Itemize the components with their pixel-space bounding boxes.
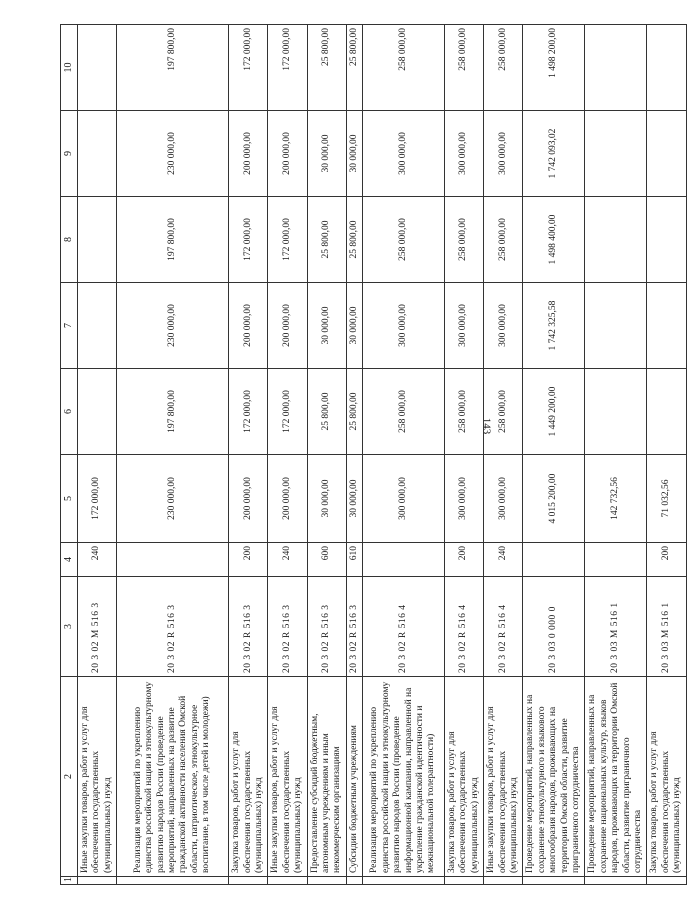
row-name: Реализация мероприятий по укреплению единства российской нации и этнокультурному развитию народов России (проведение мероприятий, направленных на развитие гражданской активности населения Омской области, патриотическое, этнокультурное воспитание, в том числе детей и молодежи): [117, 677, 229, 877]
amount-col-9: [78, 111, 117, 197]
amount-col-8: 258 000,00: [484, 197, 523, 283]
row-name: Проведение мероприятий, направленных на сохранение национальных культур, языков народов, проживающих на территории Омской области, развитие приграничного сотрудничества: [585, 677, 647, 877]
amount-col-6: [78, 369, 117, 455]
amount-col-5: 4 015 200,00: [523, 455, 585, 543]
amount-col-8: 1 498 400,00: [523, 197, 585, 283]
row-expense-type: 610: [346, 543, 362, 577]
amount-col-10: 258 000,00: [363, 25, 445, 111]
amount-col-8: [78, 197, 117, 283]
header-cell: 10: [61, 25, 78, 111]
amount-col-5: 230 000,00: [117, 455, 229, 543]
blank-cell: [445, 877, 484, 885]
row-name: Закупка товаров, работ и услуг для обеспечения государственных (муниципальных) нужд: [445, 677, 484, 877]
row-name: Иные закупки товаров, работ и услуг для обеспечения государственных (муниципальных) нужд: [78, 677, 117, 877]
amount-col-6: 25 800,00: [307, 369, 346, 455]
blank-cell: [346, 877, 362, 885]
amount-col-7: 300 000,00: [445, 283, 484, 369]
row-name: Проведение мероприятий, направленных на сохранение этнокультурного и языкового многообразия народов, проживающих на территории Омской области, развитие приграничного сотрудничества: [523, 677, 585, 877]
row-expense-type: [117, 543, 229, 577]
amount-col-6: 197 800,00: [117, 369, 229, 455]
amount-col-6: 1 449 200,00: [523, 369, 585, 455]
row-expense-type: 200: [445, 543, 484, 577]
budget-table: [60, 24, 687, 885]
table-row: [268, 25, 307, 885]
row-code: 20 3 02 R 516 3: [229, 577, 268, 677]
row-code: 20 3 02 R 516 4: [363, 577, 445, 677]
header-cell: 4: [61, 543, 78, 577]
row-expense-type: 600: [307, 543, 346, 577]
row-name: Реализация мероприятий по укреплению единства российской нации и этнокультурному развитию народов России (проведение информационной кампании, направленной на укрепление гражданской идентичности и межнациональной толерантности): [363, 677, 445, 877]
amount-col-6: 258 000,00: [363, 369, 445, 455]
blank-cell: [78, 877, 117, 885]
amount-col-7: 30 000,00: [346, 283, 362, 369]
amount-col-7: [647, 283, 686, 369]
row-name: Субсидии бюджетным учреждениям: [346, 677, 362, 877]
header-cell: 8: [61, 197, 78, 283]
amount-col-9: 300 000,00: [445, 111, 484, 197]
amount-col-10: 1 498 200,00: [523, 25, 585, 111]
header-cell: 3: [61, 577, 78, 677]
row-code: 20 3 02 R 516 3: [307, 577, 346, 677]
amount-col-5: 71 032,56: [647, 455, 686, 543]
amount-col-8: [585, 197, 647, 283]
amount-col-9: 200 000,00: [229, 111, 268, 197]
amount-col-8: 25 800,00: [307, 197, 346, 283]
amount-col-9: 300 000,00: [363, 111, 445, 197]
amount-col-9: 230 000,00: [117, 111, 229, 197]
amount-col-10: [78, 25, 117, 111]
amount-col-6: [585, 369, 647, 455]
header-cell: 6: [61, 369, 78, 455]
row-expense-type: 200: [647, 543, 686, 577]
row-code: 20 3 03 M 516 1: [585, 577, 647, 677]
amount-col-7: [78, 283, 117, 369]
amount-col-5: 300 000,00: [445, 455, 484, 543]
amount-col-5: 142 732,56: [585, 455, 647, 543]
row-expense-type: [585, 543, 647, 577]
amount-col-10: 172 000,00: [229, 25, 268, 111]
amount-col-7: 30 000,00: [307, 283, 346, 369]
amount-col-5: 200 000,00: [229, 455, 268, 543]
header-cell: 7: [61, 283, 78, 369]
blank-cell: [229, 877, 268, 885]
amount-col-5: 300 000,00: [484, 455, 523, 543]
blank-cell: [363, 877, 445, 885]
header-cell: 9: [61, 111, 78, 197]
amount-col-5: 30 000,00: [307, 455, 346, 543]
blank-cell: [268, 877, 307, 885]
amount-col-8: 25 800,00: [346, 197, 362, 283]
amount-col-7: 300 000,00: [484, 283, 523, 369]
amount-col-7: 200 000,00: [268, 283, 307, 369]
row-code: 20 3 02 R 516 3: [268, 577, 307, 677]
amount-col-10: [647, 25, 686, 111]
table-row: [117, 25, 229, 885]
blank-cell: [484, 877, 523, 885]
amount-col-6: 258 000,00: [445, 369, 484, 455]
amount-col-8: [647, 197, 686, 283]
amount-col-10: 197 800,00: [117, 25, 229, 111]
row-name: Иные закупки товаров, работ и услуг для обеспечения государственных (муниципальных) нужд: [268, 677, 307, 877]
row-name: Предоставление субсидий бюджетным, автономным учреждениям и иным некоммерческим организациям: [307, 677, 346, 877]
table-row: [346, 25, 362, 885]
row-code: 20 3 02 R 516 4: [445, 577, 484, 677]
amount-col-10: 258 000,00: [445, 25, 484, 111]
header-cell: 2: [61, 677, 78, 877]
amount-col-8: 258 000,00: [363, 197, 445, 283]
table-row: [229, 25, 268, 885]
amount-col-10: 25 800,00: [346, 25, 362, 111]
table-row: [647, 25, 686, 885]
table-row: [78, 25, 117, 885]
amount-col-10: 258 000,00: [484, 25, 523, 111]
page-number: 143: [480, 417, 493, 435]
amount-col-8: 258 000,00: [445, 197, 484, 283]
row-name: Закупка товаров, работ и услуг для обеспечения государственных (муниципальных) нужд: [229, 677, 268, 877]
rotated-page: [60, 25, 683, 885]
blank-cell: [647, 877, 686, 885]
table-header-row: [61, 25, 78, 885]
row-code: 20 3 02 R 516 3: [117, 577, 229, 677]
amount-col-8: 172 000,00: [229, 197, 268, 283]
amount-col-9: [585, 111, 647, 197]
row-code: 20 3 03 0 000 0: [523, 577, 585, 677]
row-expense-type: 240: [484, 543, 523, 577]
amount-col-8: 197 800,00: [117, 197, 229, 283]
amount-col-7: [585, 283, 647, 369]
amount-col-9: 1 742 093,02: [523, 111, 585, 197]
table-row: [363, 25, 445, 885]
amount-col-9: 300 000,00: [484, 111, 523, 197]
table-row: [484, 25, 523, 885]
amount-col-6: 172 000,00: [229, 369, 268, 455]
row-expense-type: 240: [78, 543, 117, 577]
amount-col-10: 172 000,00: [268, 25, 307, 111]
amount-col-7: 1 742 325,58: [523, 283, 585, 369]
amount-col-5: 172 000,00: [78, 455, 117, 543]
amount-col-5: 300 000,00: [363, 455, 445, 543]
row-code: 20 3 02 M 516 3: [78, 577, 117, 677]
row-expense-type: 200: [229, 543, 268, 577]
amount-col-6: 25 800,00: [346, 369, 362, 455]
amount-col-10: 25 800,00: [307, 25, 346, 111]
row-code: 20 3 02 R 516 3: [346, 577, 362, 677]
row-expense-type: [523, 543, 585, 577]
amount-col-6: 258 000,00: [484, 369, 523, 455]
amount-col-5: 30 000,00: [346, 455, 362, 543]
header-cell: 1: [61, 877, 78, 885]
header-cell: 5: [61, 455, 78, 543]
amount-col-9: [647, 111, 686, 197]
amount-col-5: 200 000,00: [268, 455, 307, 543]
amount-col-6: [647, 369, 686, 455]
amount-col-9: 30 000,00: [346, 111, 362, 197]
amount-col-10: [585, 25, 647, 111]
amount-col-6: 172 000,00: [268, 369, 307, 455]
blank-cell: [585, 877, 647, 885]
amount-col-7: 300 000,00: [363, 283, 445, 369]
blank-cell: [117, 877, 229, 885]
row-code: 20 3 03 M 516 1: [647, 577, 686, 677]
table-row: [445, 25, 484, 885]
row-name: Иные закупки товаров, работ и услуг для обеспечения государственных (муниципальных) нужд: [484, 677, 523, 877]
table-row: [585, 25, 647, 885]
amount-col-9: 30 000,00: [307, 111, 346, 197]
table-row: [307, 25, 346, 885]
amount-col-9: 200 000,00: [268, 111, 307, 197]
row-expense-type: 240: [268, 543, 307, 577]
row-code: 20 3 02 R 516 4: [484, 577, 523, 677]
row-expense-type: [363, 543, 445, 577]
amount-col-7: 200 000,00: [229, 283, 268, 369]
blank-cell: [307, 877, 346, 885]
blank-cell: [523, 877, 585, 885]
amount-col-8: 172 000,00: [268, 197, 307, 283]
amount-col-7: 230 000,00: [117, 283, 229, 369]
row-name: Закупка товаров, работ и услуг для обеспечения государственных (муниципальных) нужд: [647, 677, 686, 877]
table-row: [523, 25, 585, 885]
